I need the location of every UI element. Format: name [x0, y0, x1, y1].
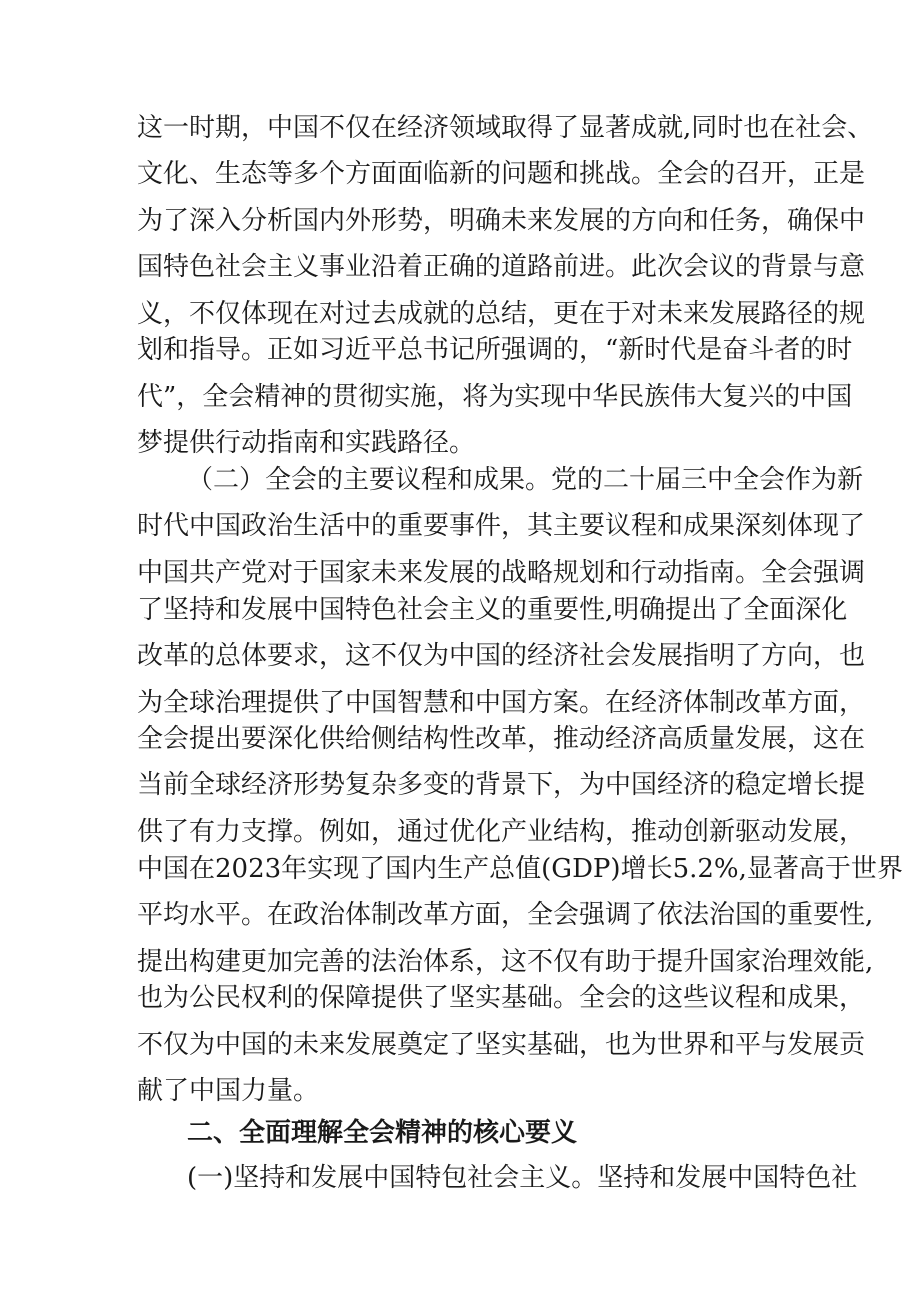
text-line: 改革的总体要求，这不仅为中国的经济社会发展指明了方向，也	[137, 641, 866, 671]
text-line: 中国在2023年实现了国内生产总值(GDP)增长5.2%,显著高于世界	[137, 854, 903, 884]
text-line: 划和指导。正如习近平总书记所强调的，“新时代是奋斗者的时	[137, 335, 853, 365]
text-line: 供了有力支撑。例如，通过优化产业结构，推动创新驱动发展，	[137, 817, 866, 847]
text-line: 全会提出要深化供给侧结构性改革，推动经济高质量发展，这在	[137, 724, 866, 754]
text-line: 了坚持和发展中国特色社会主义的重要性,明确提出了全面深化	[137, 595, 848, 625]
text-line: 为了深入分析国内外形势，明确未来发展的方向和任务，确保中	[137, 206, 866, 236]
section-heading: 二、全面理解全会精神的核心要义	[187, 1118, 578, 1148]
text-line: 也为公民权利的保障提供了坚实基础。全会的这些议程和成果，	[137, 983, 866, 1013]
text-line: (一)坚持和发展中国特包社会主义。坚持和发展中国特色社	[187, 1163, 858, 1193]
text-line: 不仅为中国的未来发展奠定了坚实基础，也为世界和平与发展贡	[137, 1030, 866, 1060]
text-line: 梦提供行动指南和实践路径。	[137, 428, 476, 458]
text-line: 代”，全会精神的贯彻实施，将为实现中华民族伟大复兴的中国	[137, 382, 853, 412]
text-line: 这一时期，中国不仅在经济领域取得了显著成就,同时也在社会、	[137, 113, 874, 143]
text-line: 中国共产党对于国家未来发展的战略规划和行动指南。全会强调	[137, 558, 866, 588]
text-line: 献了中国力量。	[137, 1076, 320, 1106]
text-line: 提出构建更加完善的法治体系，这不仅有助于提升国家治理效能,	[137, 947, 874, 977]
text-line: 国特色社会主义事业沿着正确的道路前进。此次会议的背景与意	[137, 252, 866, 282]
text-line: 平均水平。在政治体制改革方面，全会强调了依法治国的重要性,	[137, 900, 874, 930]
text-line: （二）全会的主要议程和成果。党的二十届三中全会作为新	[187, 465, 864, 495]
text-line: 当前全球经济形势复杂多变的背景下，为中国经济的稳定增长提	[137, 770, 866, 800]
text-line: 义，不仅体现在对过去成就的总结，更在于对未来发展路径的规	[137, 299, 866, 329]
text-line: 为全球治理提供了中国智慧和中国方案。在经济体制改革方面，	[137, 688, 866, 718]
text-line: 文化、生态等多个方面面临新的问题和挑战。全会的召开，正是	[137, 159, 866, 189]
text-line: 时代中国政治生活中的重要事件，其主要议程和成果深刻体现了	[137, 511, 866, 541]
